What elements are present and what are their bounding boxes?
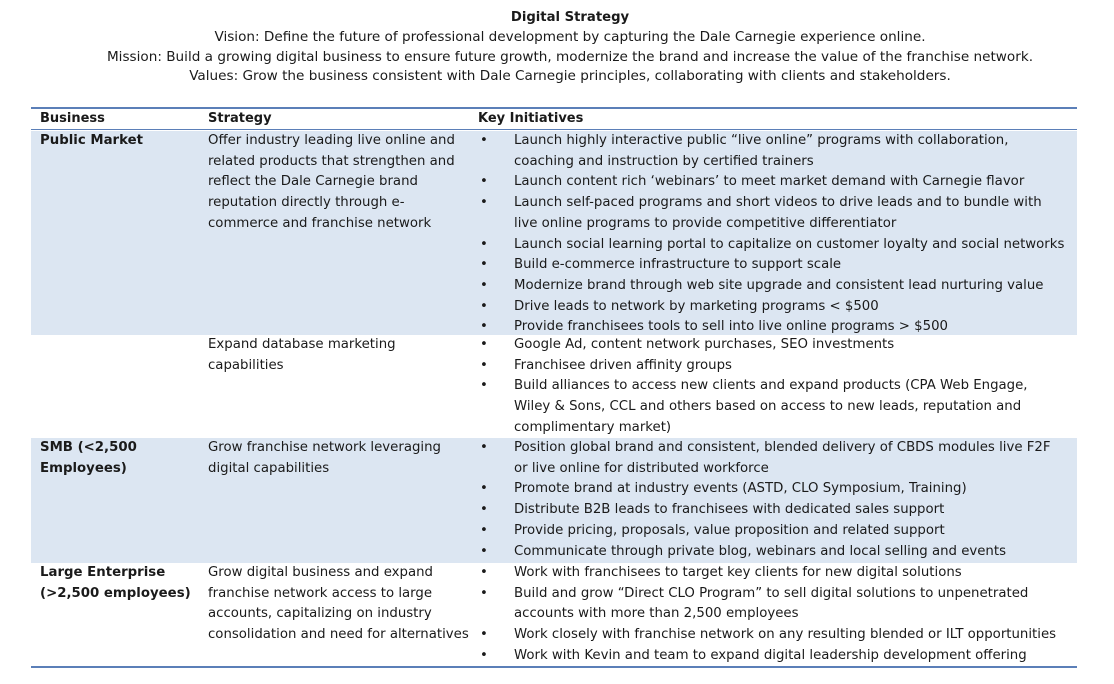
initiative-item: • Work with Kevin and team to expand digital leadership development offering: [478, 646, 1077, 667]
bullet-icon: •: [480, 481, 488, 497]
bullet-icon: •: [480, 357, 488, 373]
initiative-item: • Build e-commerce infrastructure to support scale: [478, 255, 1077, 276]
initiative-item: • Promote brand at industry events (ASTD, CLO Symposium, Training): [478, 479, 1077, 500]
initiative-item: • Position global brand and consistent, blended delivery of CBDS modules live F2F or live online for distributed workforce: [480, 440, 1051, 476]
initiative-item: • Work closely with franchise network on any resulting blended or ILT opportunities: [478, 625, 1077, 646]
bullet-icon: •: [480, 133, 488, 148]
bullet-icon: •: [480, 627, 488, 643]
table-row: [31, 335, 1077, 438]
bullet-icon: •: [480, 585, 488, 601]
document-header: [0, 8, 1114, 87]
initiative-item: • Build and grow “Direct CLO Program” to sell digital solutions to unpenetrated accounts with more than 2,500 employees: [480, 585, 1029, 622]
initiative-item: • Launch self-paced programs and short videos to drive leads and to bundle with live online programs to provide competitive differentiator: [480, 195, 1042, 231]
initiative-item: • Communicate through private blog, webinars and local selling and events: [478, 542, 1077, 563]
business-cell: SMB (<2,500 Employees): [40, 440, 137, 476]
bullet-icon: •: [480, 174, 488, 190]
mission-statement: Mission: Build a growing digital business to ensure future growth, modernize the brand and increase the value of the franchise network.: [106, 48, 1034, 65]
business-cell: Public Market: [40, 133, 143, 148]
values-statement: Values: Grow the business consistent with Dale Carnegie principles, collaborating with clients and stakeholders.: [189, 68, 951, 85]
initiative-item: • Launch social learning portal to capitalize on customer loyalty and social networks: [478, 235, 1077, 256]
business-cell: [31, 335, 199, 438]
strategy-cell: Offer industry leading live online and related products that strengthen and reflect the Dale Carnegie brand reputation directly through e-commerce and franchise network: [208, 133, 455, 231]
table-row: [31, 131, 1077, 335]
strategy-cell: Expand database marketing capabilities: [208, 337, 396, 373]
initiative-item: • Distribute B2B leads to franchisees with dedicated sales support: [478, 500, 1077, 521]
table-row: [31, 563, 1077, 666]
bullet-icon: •: [480, 337, 488, 352]
initiatives-cell: [469, 335, 1077, 438]
initiative-item: • Provide pricing, proposals, value proposition and related support: [478, 521, 1077, 542]
initiative-item: • Work with franchisees to target key clients for new digital solutions: [478, 563, 1077, 584]
vision-statement: Vision: Define the future of professional development by capturing the Dale Carnegie experience online.: [214, 28, 926, 45]
initiative-item: • Google Ad, content network purchases, SEO investments: [478, 335, 1077, 356]
column-header-initiatives: Key Initiatives: [478, 111, 584, 126]
bullet-icon: •: [480, 543, 488, 559]
bullet-icon: •: [480, 236, 488, 252]
bullet-icon: •: [480, 522, 488, 538]
bullet-icon: •: [480, 257, 488, 273]
table-row: [31, 438, 1077, 563]
initiatives-cell: [469, 438, 1077, 563]
initiative-item: • Provide franchisees tools to sell into live online programs > $500: [478, 317, 1077, 338]
column-header-strategy: Strategy: [208, 111, 272, 126]
initiative-item: • Franchisee driven affinity groups: [478, 356, 1077, 377]
initiative-item: • Build alliances to access new clients and expand products (CPA Web Engage, Wiley & Sons, CCL and others based on access to new leads, reputation and complimentary market): [480, 378, 1028, 435]
bullet-icon: •: [480, 565, 488, 580]
initiatives-cell: [469, 131, 1077, 335]
bullet-icon: •: [480, 440, 488, 455]
bullet-icon: •: [480, 378, 488, 394]
business-cell: Large Enterprise (>2,500 employees): [40, 565, 191, 601]
document-title: Digital Strategy: [510, 10, 630, 25]
initiatives-cell: [469, 563, 1077, 666]
initiative-item: • Drive leads to network by marketing programs < $500: [478, 297, 1077, 318]
bullet-icon: •: [480, 298, 488, 314]
strategy-table: [31, 107, 1077, 668]
column-header-business: Business: [40, 111, 105, 126]
bullet-icon: •: [480, 647, 488, 663]
bullet-icon: •: [480, 502, 488, 518]
bullet-icon: •: [480, 277, 488, 293]
strategy-cell: Grow digital business and expand franchise network access to large accounts, capitalizing on industry consolidation and need for alternatives: [208, 565, 469, 643]
initiative-item: • Launch highly interactive public “live online” programs with collaboration, coaching and instruction by certified trainers: [480, 133, 1009, 169]
strategy-cell: Grow franchise network leveraging digital capabilities: [208, 440, 441, 476]
initiative-item: • Modernize brand through web site upgrade and consistent lead nurturing value: [478, 276, 1077, 297]
initiative-item: • Launch content rich ‘webinars’ to meet market demand with Carnegie flavor: [478, 172, 1077, 193]
table-header-row: [31, 109, 1077, 130]
bullet-icon: •: [480, 319, 488, 335]
bullet-icon: •: [480, 195, 488, 211]
